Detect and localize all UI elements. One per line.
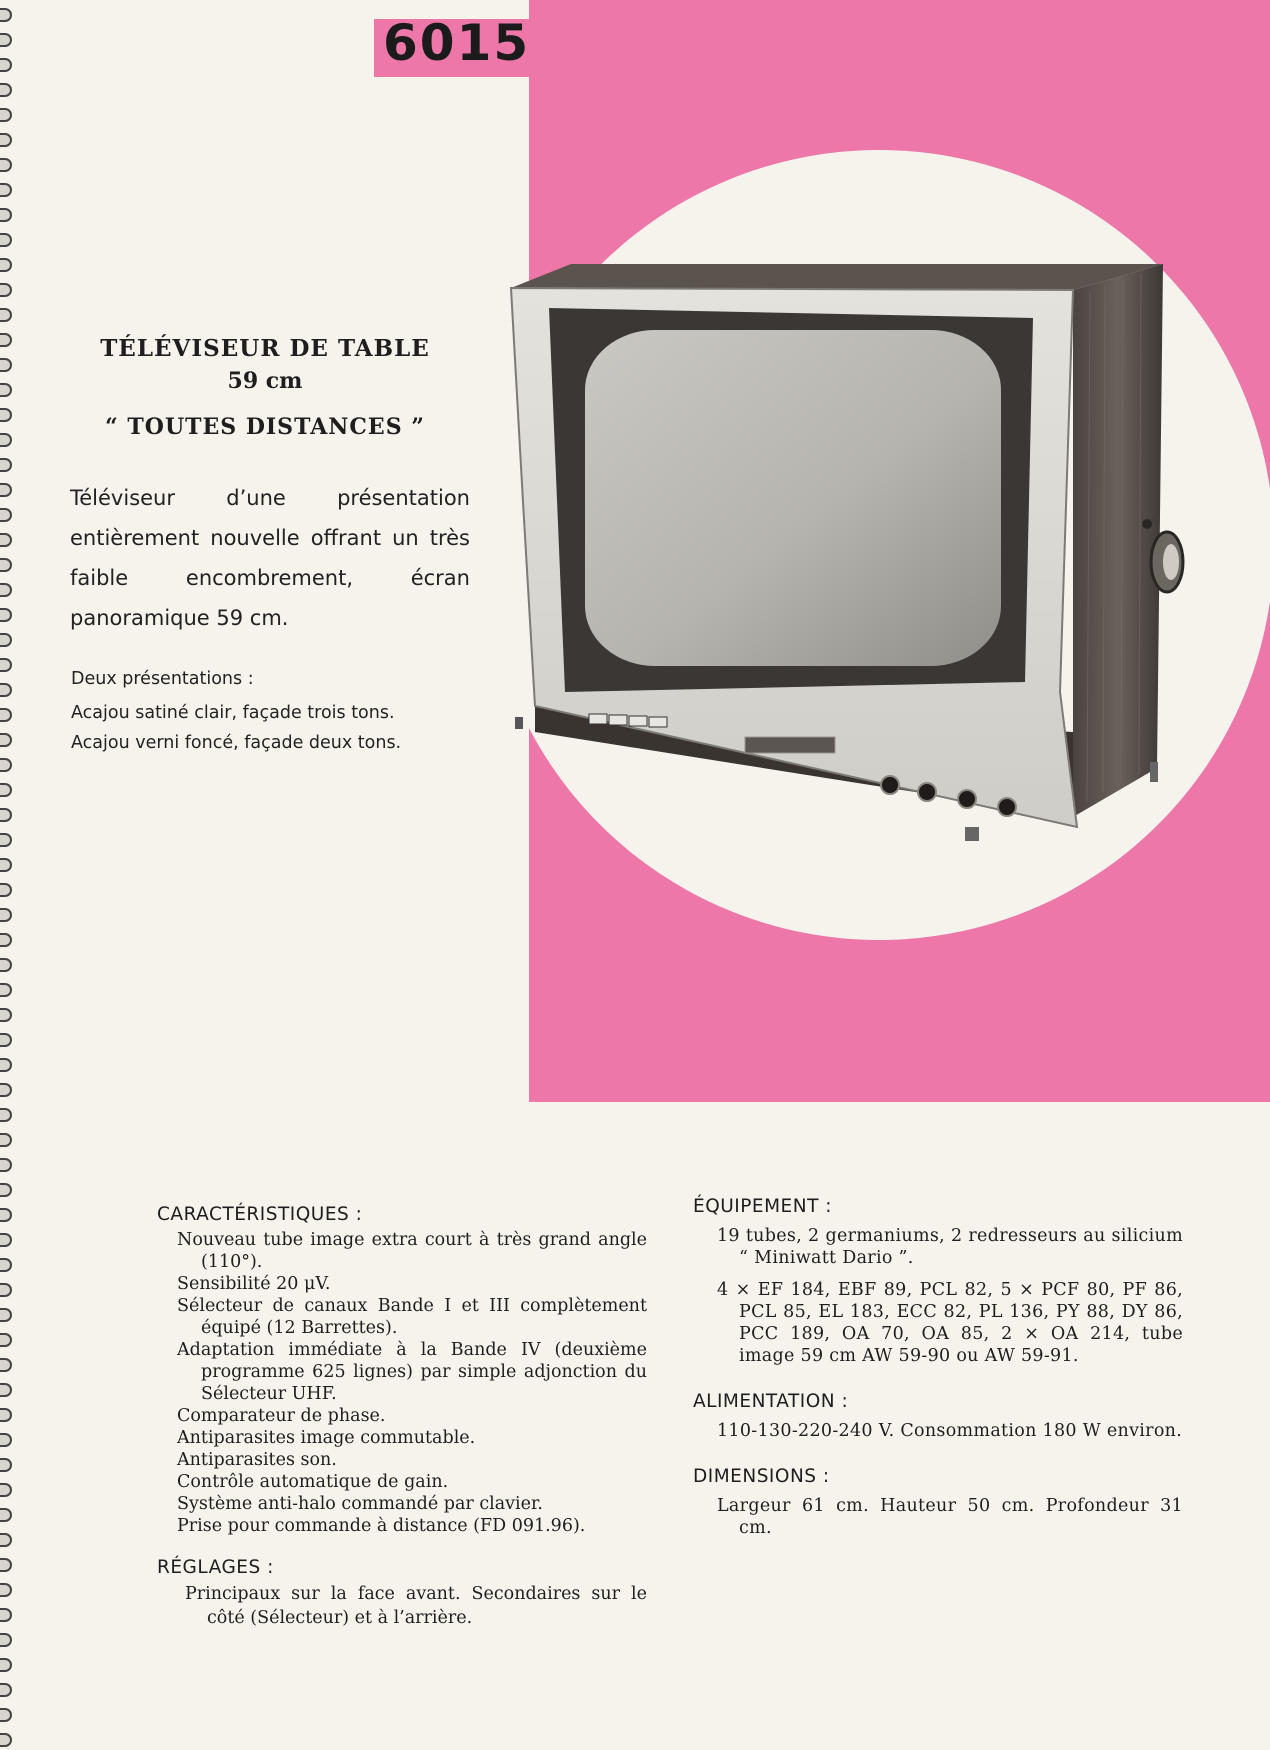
binding-ring [0, 1558, 12, 1572]
binding-ring [0, 258, 12, 272]
dimensions-text: Largeur 61 cm. Hauteur 50 cm. Profondeur 31 cm. [717, 1496, 1183, 1538]
equipment-paragraph: 4 × EF 184, EBF 89, PCL 82, 5 × PCF 80, PF 86, PCL 85, EL 183, ECC 82, PL 136, PY 88, DY 86, PCC 189, OA 70, OA 85, 2 × OA 214, tube image 59 cm AW 59-90 ou AW 59-91. [717, 1280, 1183, 1366]
binding-ring [0, 1158, 12, 1172]
binding-ring [0, 1358, 12, 1372]
spiral-binding [0, 0, 22, 1750]
characteristic-item: Antiparasites image commutable. [177, 1428, 476, 1448]
binding-ring [0, 308, 12, 322]
binding-ring [0, 858, 12, 872]
product-heading [60, 334, 470, 440]
binding-ring [0, 583, 12, 597]
binding-ring [0, 908, 12, 922]
binding-ring [0, 683, 12, 697]
binding-ring [0, 883, 12, 897]
binding-ring [0, 183, 12, 197]
binding-ring [0, 1083, 12, 1097]
binding-ring [0, 558, 12, 572]
binding-ring [0, 658, 12, 672]
binding-ring [0, 533, 12, 547]
equipment-block [693, 1196, 1183, 1367]
binding-ring [0, 58, 12, 72]
characteristic-item: Sélecteur de canaux Bande I et III complètement équipé (12 Barrettes). [177, 1296, 647, 1338]
characteristic-item: Contrôle automatique de gain. [177, 1472, 449, 1492]
presentation-item: Acajou satiné clair, façade trois tons. [71, 703, 395, 723]
product-type: TÉLÉVISEUR DE TABLE [100, 335, 430, 362]
binding-ring [0, 1583, 12, 1597]
binding-ring [0, 1308, 12, 1322]
binding-ring [0, 33, 12, 47]
binding-ring [0, 1483, 12, 1497]
binding-ring [0, 233, 12, 247]
binding-ring [0, 1008, 12, 1022]
binding-ring [0, 433, 12, 447]
binding-ring [0, 383, 12, 397]
adjustments-block [157, 1557, 647, 1630]
binding-ring [0, 333, 12, 347]
binding-ring [0, 1058, 12, 1072]
binding-ring [0, 1433, 12, 1447]
binding-ring [0, 83, 12, 97]
binding-ring [0, 158, 12, 172]
binding-ring [0, 108, 12, 122]
television-illustration [505, 262, 1195, 852]
binding-ring [0, 8, 12, 22]
binding-ring [0, 133, 12, 147]
equipment-paragraph: 19 tubes, 2 germaniums, 2 redresseurs au silicium “ Miniwatt Dario ”. [717, 1226, 1183, 1268]
binding-ring [0, 1533, 12, 1547]
characteristic-item: Prise pour commande à distance (FD 091.96). [177, 1516, 586, 1536]
binding-ring [0, 983, 12, 997]
binding-ring [0, 283, 12, 297]
model-number: 6015 [383, 14, 531, 72]
binding-ring [0, 958, 12, 972]
binding-ring [0, 1408, 12, 1422]
characteristic-item: Antiparasites son. [177, 1450, 337, 1470]
cabinet-side [1073, 264, 1163, 817]
binding-ring [0, 1508, 12, 1522]
channel-dial [745, 737, 835, 753]
binding-ring [0, 1458, 12, 1472]
binding-ring [0, 358, 12, 372]
binding-ring [0, 1708, 12, 1722]
product-description: Téléviseur d’une présentation entièrement nouvelle offrant un très faible encombrement, écran panoramique 59 cm. [70, 486, 470, 630]
binding-ring [0, 783, 12, 797]
binding-ring [0, 1608, 12, 1622]
binding-ring [0, 458, 12, 472]
characteristic-item: Adaptation immédiate à la Bande IV (deuxième programme 625 lignes) par simple adjonction du Sélecteur UHF. [177, 1340, 647, 1404]
specs-right-column [693, 1196, 1183, 1563]
characteristic-item: Comparateur de phase. [177, 1406, 386, 1426]
binding-ring [0, 1733, 12, 1747]
power-text: 110-130-220-240 V. Consommation 180 W environ. [717, 1421, 1183, 1441]
presentation-item: Acajou verni foncé, façade deux tons. [71, 733, 402, 753]
presentations-block [71, 664, 481, 758]
binding-ring [0, 208, 12, 222]
power-title: ALIMENTATION : [693, 1391, 849, 1412]
binding-ring [0, 933, 12, 947]
binding-ring [0, 733, 12, 747]
dimensions-block [693, 1466, 1183, 1539]
binding-ring [0, 1233, 12, 1247]
binding-ring [0, 758, 12, 772]
binding-ring [0, 1108, 12, 1122]
characteristics-title: CARACTÉRISTIQUES : [157, 1204, 363, 1225]
binding-ring [0, 1258, 12, 1272]
power-block [693, 1391, 1183, 1442]
binding-ring [0, 1383, 12, 1397]
binding-ring [0, 483, 12, 497]
binding-ring [0, 1133, 12, 1147]
binding-ring [0, 1633, 12, 1647]
binding-ring [0, 1033, 12, 1047]
equipment-title: ÉQUIPEMENT : [693, 1196, 832, 1217]
characteristic-item: Système anti-halo commandé par clavier. [177, 1494, 543, 1514]
product-tagline: “ TOUTES DISTANCES ” [105, 414, 425, 440]
dimensions-title: DIMENSIONS : [693, 1466, 830, 1487]
binding-ring [0, 1683, 12, 1697]
crt-screen [585, 330, 1001, 666]
binding-ring [0, 833, 12, 847]
binding-ring [0, 708, 12, 722]
binding-ring [0, 1658, 12, 1672]
characteristic-item: Sensibilité 20 μV. [177, 1274, 331, 1294]
binding-ring [0, 1333, 12, 1347]
cabinet-top [511, 264, 1163, 290]
adjustments-title: RÉGLAGES : [157, 1557, 274, 1578]
binding-ring [0, 508, 12, 522]
adjustments-text: Principaux sur la face avant. Secondaires sur le côté (Sélecteur) et à l’arrière. [185, 1584, 647, 1628]
binding-ring [0, 633, 12, 647]
characteristic-item: Nouveau tube image extra court à très grand angle (110°). [177, 1230, 647, 1272]
characteristics-list [177, 1229, 647, 1537]
specs-left-column [157, 1204, 647, 1630]
binding-ring [0, 808, 12, 822]
binding-ring [0, 1283, 12, 1297]
screen-size: 59 cm [227, 368, 303, 394]
binding-ring [0, 608, 12, 622]
presentations-title: Deux présentations : [71, 669, 254, 689]
binding-ring [0, 408, 12, 422]
binding-ring [0, 1183, 12, 1197]
binding-ring [0, 1208, 12, 1222]
